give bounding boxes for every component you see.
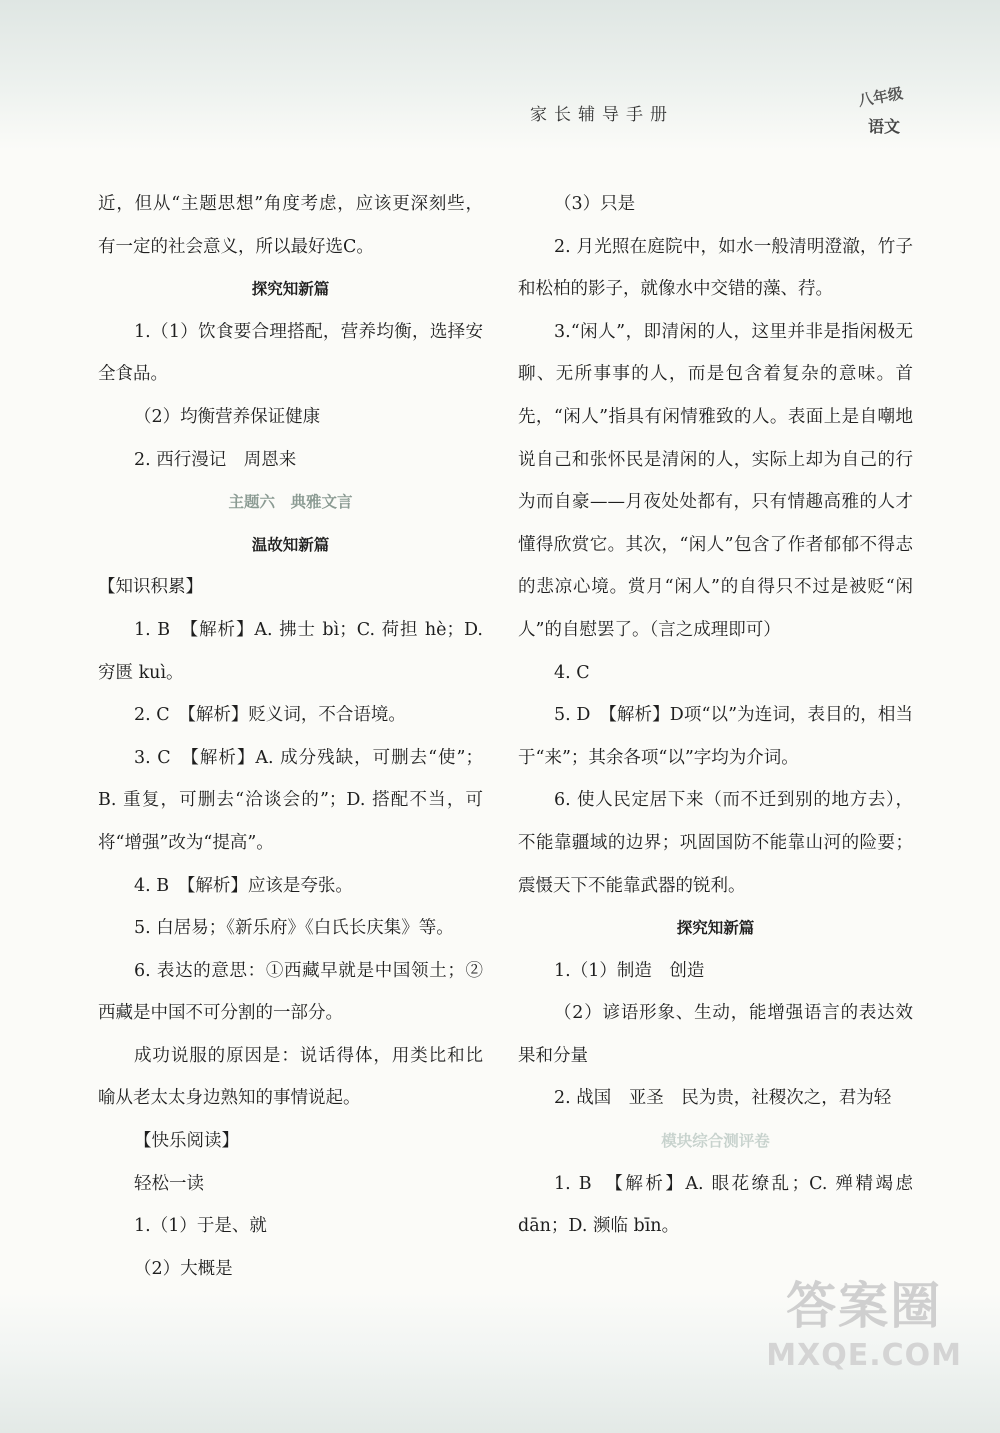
- answer-paragraph: （3）只是: [554, 194, 636, 214]
- answer-paragraph: 1. B 【解析】A. 眼花缭乱；C. 殚精竭虑 dān；D. 濒临 bīn。: [518, 1173, 913, 1237]
- subject-badge: 语文: [868, 117, 901, 136]
- section-heading: 主题六 典雅文言: [228, 492, 353, 512]
- section-heading: 探究知新篇: [251, 279, 330, 299]
- answer-paragraph: 3.“闲人”，即清闲的人，这里并非是指闲极无聊、无所事事的人，而是包含着复杂的意味。首先，“闲人”指具有闲情雅致的人。表面上是自嘲地说自己和张怀民是清闲的人，实际上却为自己的行为而自豪——月夜处处都有，只有情趣高雅的人才懂得欣赏它。其次，“闲人”包含了作者郁郁不得志的悲凉心境。赏月“闲人”的自得只不过是被贬“闲人”的自慰罢了。（言之成理即可）: [518, 321, 913, 640]
- answer-paragraph: 【知识积累】: [98, 577, 203, 598]
- answer-paragraph: 轻松一读: [134, 1173, 204, 1194]
- answer-paragraph: 3. C 【解析】A. 成分残缺，可删去“使”；B. 重复，可删去“洽谈会的”；D. 搭配不当，可将“增强”改为“提高”。: [98, 747, 483, 853]
- answer-paragraph: 2. 战国 亚圣 民为贵，社稷次之，君为轻: [554, 1088, 892, 1109]
- answer-paragraph: 近，但从“主题思想”角度考虑，应该更深刻些，有一定的社会意义，所以最好选C。: [98, 194, 483, 257]
- answer-paragraph: 成功说服的原因是：说话得体，用类比和比喻从老太太身边熟知的事情说起。: [98, 1045, 483, 1109]
- answer-paragraph: 5. 白居易；《新乐府》《白氏长庆集》等。: [134, 918, 454, 939]
- book-title: 家长辅导手册: [530, 105, 674, 125]
- section-heading: 模块综合测评卷: [661, 1131, 770, 1151]
- left-column: [98, 183, 483, 1290]
- section-heading: 温故知新篇: [251, 534, 330, 554]
- answer-paragraph: 6. 使人民定居下来（而不迁到别的地方去），不能靠疆域的边界；巩固国防不能靠山河的险要；震慑天下不能靠武器的锐利。: [518, 790, 913, 896]
- answer-paragraph: 6. 表达的意思：①西藏早就是中国领土；②西藏是中国不可分割的一部分。: [98, 960, 483, 1024]
- answer-paragraph: 【快乐阅读】: [134, 1131, 239, 1152]
- answer-paragraph: 1. B 【解析】A. 拂士 bì；C. 荷担 hè；D. 穷匮 kuì。: [98, 619, 483, 683]
- watermark: [766, 1266, 962, 1373]
- answer-paragraph: 1.（1）饮食要合理搭配，营养均衡，选择安全食品。: [98, 321, 483, 385]
- right-column: [518, 183, 913, 1248]
- answer-paragraph: 2. 月光照在庭院中，如水一般清明澄澈，竹子和松柏的影子，就像水中交错的藻、荇。: [518, 236, 913, 300]
- section-heading: 探究知新篇: [676, 918, 755, 938]
- answer-paragraph: 4. B 【解析】应该是夸张。: [134, 875, 353, 896]
- answer-paragraph: 2. 西行漫记 周恩来: [134, 449, 297, 470]
- watermark-site: MXQE.COM: [766, 1338, 962, 1373]
- page-header-background: [0, 0, 1000, 150]
- grade-badge: 八年级: [856, 84, 905, 110]
- answer-paragraph: 1.（1）于是、就: [134, 1216, 267, 1237]
- answer-paragraph: （2）均衡营养保证健康: [134, 406, 321, 427]
- answer-paragraph: （2）谚语形象、生动，能增强语言的表达效果和分量: [518, 1003, 913, 1066]
- answer-paragraph: 4. C: [554, 662, 590, 683]
- answer-paragraph: （2）大概是: [134, 1258, 233, 1279]
- answer-paragraph: 1.（1）制造 创造: [554, 960, 705, 981]
- answer-paragraph: 2. C 【解析】贬义词，不合语境。: [134, 705, 406, 726]
- answer-paragraph: 5. D 【解析】D项“以”为连词，表目的，相当于“来”；其余各项“以”字均为介词。: [518, 705, 913, 768]
- watermark-logo: 答案圈: [786, 1277, 943, 1335]
